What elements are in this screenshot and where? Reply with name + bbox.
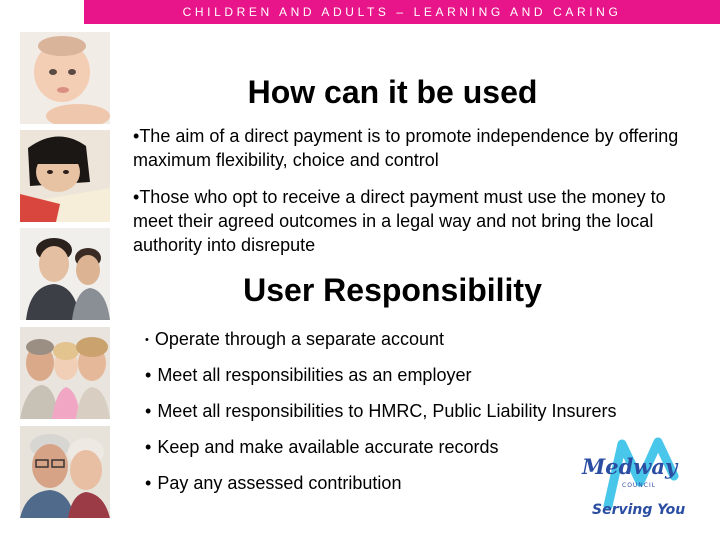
responsibility-item <box>145 365 471 386</box>
bullet: • <box>145 437 152 457</box>
header-banner <box>84 0 720 24</box>
bullet: • <box>145 473 152 493</box>
usage-paragraph-2 <box>133 185 693 257</box>
logo-name: Medway <box>582 454 678 479</box>
responsibility-item <box>145 437 499 458</box>
paragraph-text: Those who opt to receive a direct payment must use the money to meet their agreed outcomes in a legal way and not bring the local authority into disrepute <box>133 187 666 255</box>
banner-text: CHILDREN AND ADULTS – LEARNING AND CARING <box>182 5 622 19</box>
medway-council-logo <box>578 436 700 520</box>
bullet: • <box>133 126 140 146</box>
item-text: Pay any assessed contribution <box>157 473 402 493</box>
item-text: Meet all responsibilities to HMRC, Public Liability Insurers <box>157 401 617 421</box>
responsibility-item <box>145 329 444 350</box>
section-title-responsibility: User Responsibility <box>243 272 542 308</box>
bullet: • <box>145 365 152 385</box>
item-text: Meet all responsibilities as an employer <box>157 365 472 385</box>
bullet: • <box>145 401 152 421</box>
usage-paragraph-1 <box>133 124 693 172</box>
family-photo-icon <box>20 327 110 419</box>
logo-sub: COUNCIL <box>622 482 657 489</box>
logo-tagline: Serving You <box>592 502 686 518</box>
bullet: • <box>133 187 140 207</box>
section-title-usage: How can it be used <box>247 74 538 110</box>
baby-photo-icon <box>20 32 110 124</box>
item-text: Keep and make available accurate records <box>157 437 499 457</box>
paragraph-text: The aim of a direct payment is to promote independence by offering maximum flexibility, choice and control <box>133 126 679 170</box>
responsibility-item <box>145 473 401 494</box>
responsibility-item <box>145 401 616 422</box>
child-reading-photo-icon <box>20 130 110 222</box>
bullet: • <box>145 334 149 346</box>
teenagers-photo-icon <box>20 228 110 320</box>
elderly-couple-photo-icon <box>20 426 110 518</box>
item-text: Operate through a separate account <box>154 329 445 349</box>
